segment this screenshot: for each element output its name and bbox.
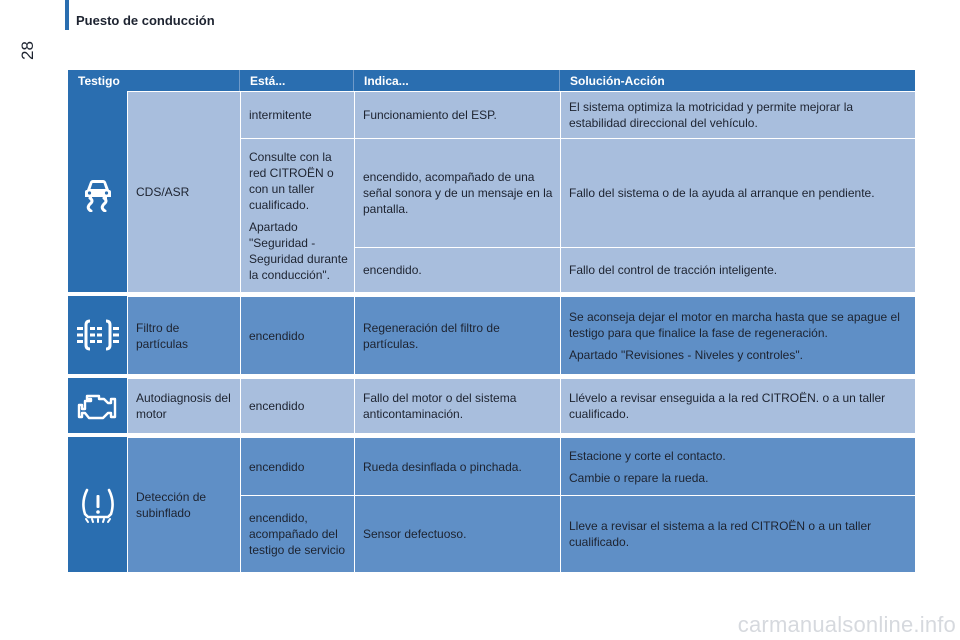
cds-state-3 [354,247,560,292]
page-number: 28 [18,41,37,60]
tyre-state-1-text: encendido [249,459,305,474]
cds-solution-2a-text: Consulte con la red CITROËN o con un taller cualificado. [249,149,334,212]
engine-name-text: Autodiagnosis del motor [136,391,231,421]
particle-filter-state [240,296,354,374]
engine-indicates-text: Fallo del motor o del sistema anticontaminación. [363,391,517,421]
particle-filter-solution-b-text: Apartado "Revisiones - Niveles y controles". [569,347,803,362]
tyre-solution-1 [560,437,915,495]
cds-state-3-text: encendido. [363,263,422,277]
cds-indicates-1-text: Funcionamiento del ESP. [363,108,497,122]
tyre-solution-1a-text: Estacione y corte el contacto. [569,448,726,463]
skid-control-icon [68,91,127,292]
cds-indicates-3-text: Fallo del control de tracción inteligente. [569,263,778,277]
engine-state-text: encendido [249,399,305,413]
header-testigo: Testigo [68,70,240,91]
particle-filter-indicates [354,296,560,374]
particle-filter-solution [560,296,915,374]
engine-name [127,378,240,433]
tyre-state-1 [240,437,354,495]
tyre-state-2 [240,495,354,572]
row-cds-asr [68,91,915,292]
tyre-name [127,437,240,572]
tyre-indicates-2 [354,495,560,572]
tyre-indicates-2-text: Sensor defectuoso. [363,527,467,541]
cds-state-2 [354,138,560,247]
watermark: carmanualsonline.info [737,612,956,637]
cds-solution-2b-text: Apartado "Seguridad - Seguridad durante la conducción". [249,219,348,282]
tyre-solution-2-text: Lleve a revisar el sistema a la red CITROËN o a un taller cualificado. [569,519,872,549]
particle-filter-name-text: Filtro de partículas [136,320,189,351]
engine-solution [560,378,915,433]
cds-state-1 [240,91,354,138]
tyre-solution-1b-text: Cambie o repare la rueda. [569,470,709,485]
cds-state-1-text: intermitente [249,108,312,122]
engine-solution-text: Llévelo a revisar enseguida a la red CITROËN. o a un taller cualificado. [569,391,886,421]
particle-filter-indicates-text: Regeneración del filtro de partículas. [363,320,500,351]
cds-indicates-2 [560,138,915,247]
particle-filter-icon [68,296,127,374]
row-particle-filter [68,296,915,374]
section-title: Puesto de conducción [76,13,215,28]
tyre-state-2-text: encendido, acompañado del testigo de servicio [249,511,346,557]
cds-asr-name [127,91,240,292]
cds-solution-1 [560,91,915,138]
cds-indicates-1 [354,91,560,138]
engine-indicates [354,378,560,433]
engine-state [240,378,354,433]
particle-filter-state-text: encendido [249,328,305,343]
row-tyre-pressure [68,437,915,572]
cds-solution-2 [240,138,354,292]
header-solucion: Solución-Acción [570,73,665,88]
tyre-indicates-1 [354,437,560,495]
engine-check-icon [68,378,127,433]
table-header [68,70,915,91]
row-engine-diagnosis [68,378,915,433]
particle-filter-name [127,296,240,374]
tyre-pressure-icon [68,437,127,572]
particle-filter-solution-a-text: Se aconseja dejar el motor en marcha hasta que se apague el testigo para que finalice la fase de regeneración. [569,309,900,340]
cds-indicates-2-text: Fallo del sistema o de la ayuda al arranque en pendiente. [569,186,875,200]
cds-asr-name-text: CDS/ASR [136,185,190,199]
warning-lights-table [68,70,915,572]
cds-indicates-3 [560,247,915,292]
section-accent-bar [65,0,69,30]
cds-solution-1-text: El sistema optimiza la motricidad y permite mejorar la estabilidad direccional del vehículo. [569,100,854,130]
header-indica: Indica... [354,70,560,91]
tyre-indicates-1-text: Rueda desinflada o pinchada. [363,459,522,474]
tyre-name-text: Detección de subinflado [136,490,207,520]
cds-state-2-text: encendido, acompañado de una señal sonora y de un mensaje en la pantalla. [363,170,553,216]
tyre-solution-2 [560,495,915,572]
header-esta: Está... [240,70,354,91]
